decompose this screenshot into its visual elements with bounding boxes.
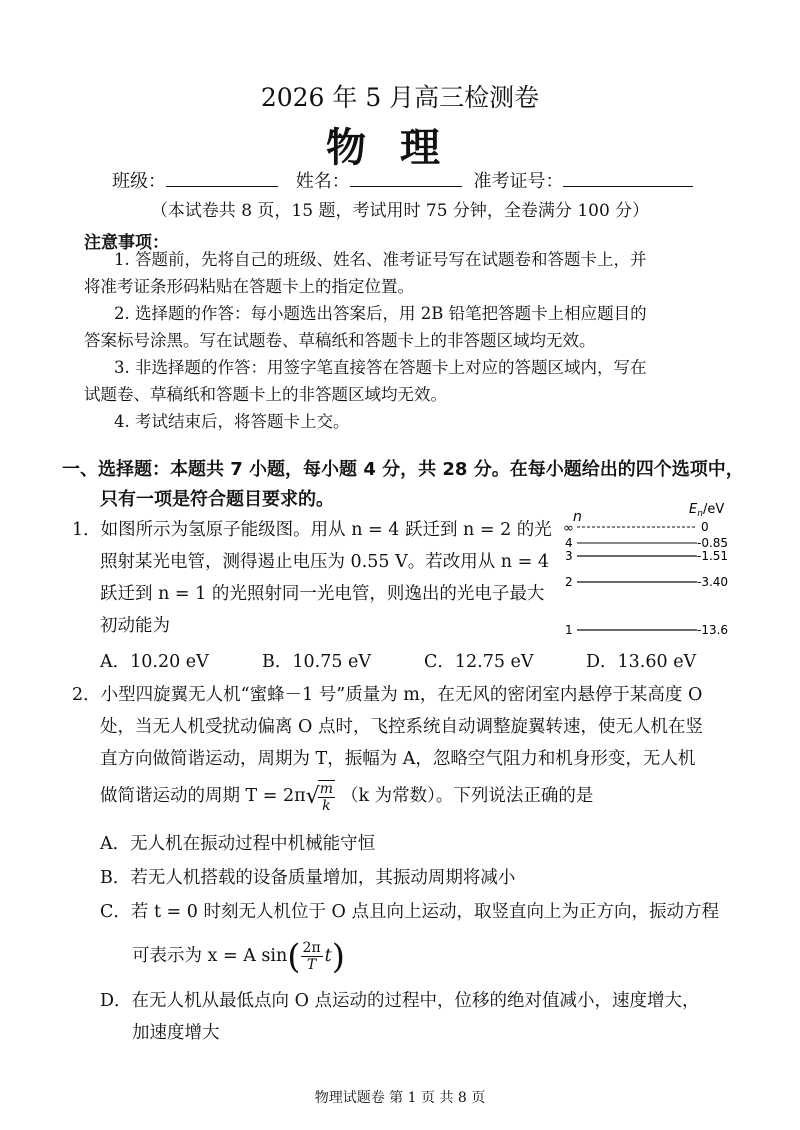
notice-line: 答案标号涂黑。写在试题卷、草稿纸和答题卡上的非答题区域均无效。 (84, 331, 596, 350)
page-footer: 物理试题卷 第 1 页 共 8 页 (314, 1090, 486, 1106)
q2-period-line: 做简谐运动的周期 T = 2π√ $\frac{m}{k}$ （k 为常数）。下列说法正确的是 (100, 776, 593, 816)
q1-line: 1．如图所示为氢原子能级图。用从 n = 4 跃迁到 n = 2 的光 (72, 520, 552, 540)
sqrt-sign: √ (305, 783, 320, 809)
svg-text:-3.40: -3.40 (697, 575, 729, 589)
q1-line: 初动能为 (100, 616, 170, 636)
name-label: 姓名： (295, 171, 350, 192)
svg-text:2: 2 (565, 575, 573, 589)
exam-title: 2026 年 5 月高三检测卷 (260, 83, 540, 112)
notice-line: 将准考证条形码粘贴在答题卡上的指定位置。 (84, 277, 414, 296)
svg-text:1: 1 (565, 623, 573, 637)
exam-id-label: 准考证号： (473, 171, 564, 192)
name-blank (350, 168, 462, 187)
svg-text:-13.6: -13.6 (697, 623, 729, 637)
notice-line: 4. 考试结束后，将答题卡上交。 (114, 412, 350, 431)
svg-text:0: 0 (701, 520, 709, 534)
q2-option-c: C．若 t = 0 时刻无人机位于 O 点且向上运动，取竖直向上为正方向，振动方程 (100, 902, 719, 922)
section-heading: 一、选择题：本题共 7 小题，每小题 4 分，共 28 分。在每小题给出的四个选项中， (62, 459, 744, 480)
svg-text:-0.85: -0.85 (697, 536, 729, 550)
class-blank (166, 168, 278, 187)
q1-line: 跃迁到 n = 1 的光照射同一光电管，则逸出的光电子最大 (100, 584, 545, 604)
level-3 (565, 549, 728, 563)
q2-line: 处，当无人机受扰动偏离 O 点时，飞控系统自动调整旋翼转速，使无人机在竖 (100, 717, 703, 737)
q1-option-d: D．13.60 eV (586, 652, 697, 672)
n-axis-label: n (573, 509, 582, 525)
energy-axis-label: $E_n/eV$ (689, 502, 725, 519)
notice-line: 2. 选择题的作答：每小题选出答案后，用 2B 铅笔把答题卡上相应题目的 (114, 304, 647, 323)
notice-line: 试题卷、草稿纸和答题卡上的非答题区域均无效。 (84, 385, 447, 404)
student-info-row (112, 167, 693, 193)
q2-line: 直方向做简谐运动，周期为 T，振幅为 A，忽略空气阻力和机身形变，无人机 (100, 749, 696, 769)
notice-line: 1. 答题前，先将自己的班级、姓名、准考证号写在试题卷和答题卡上，并 (114, 250, 647, 269)
class-label: 班级： (112, 171, 166, 192)
svg-text:3: 3 (565, 549, 573, 563)
q2-option-d-cont: 加速度增大 (132, 1023, 220, 1043)
paren-left: ( (287, 936, 301, 977)
q2-option-a: A．无人机在振动过程中机械能守恒 (100, 834, 376, 854)
level-1 (565, 623, 728, 637)
q1-line: 照射某光电管，测得遏止电压为 0.55 V。若改用从 n = 4 (100, 552, 549, 572)
q2-line: 2．小型四旋翼无人机“蜜蜂－1 号”质量为 m，在无风的密闭室内悬停于某高度 O (72, 685, 703, 705)
period-fraction: $\frac{m}{k}$ (319, 780, 333, 814)
subject-title: 物理 (326, 124, 474, 171)
q1-option-b: B．10.75 eV (262, 652, 372, 672)
q2-option-b: B．若无人机搭载的设备质量增加，其振动周期将减小 (100, 868, 516, 888)
paren-right: ) (331, 936, 345, 977)
notice-line: 3. 非选择题的作答：用签字笔直接答在答题卡上对应的答题区域内，写在 (114, 358, 647, 377)
energy-level-diagram (555, 495, 735, 645)
q1-option-c: C．12.75 eV (424, 652, 534, 672)
section-heading-cont: 只有一项是符合题目要求的。 (100, 489, 334, 510)
q1-option-a: A．10.20 eV (100, 652, 209, 672)
notices-title: 注意事项： (84, 233, 169, 253)
svg-text:-1.51: -1.51 (697, 549, 729, 563)
level-2 (565, 575, 728, 589)
q2-option-c-equation: 可表示为 x = A sin( $\frac{2\pi}{T}$ t) (132, 936, 345, 977)
q2-option-d: D．在无人机从最低点向 O 点运动的过程中，位移的绝对值减小，速度增大， (100, 991, 700, 1011)
level-inf (563, 520, 709, 536)
svg-text:4: 4 (565, 536, 573, 550)
omega-fraction: $\frac{2\pi}{T}$ (302, 940, 321, 973)
exam-id-blank (563, 168, 693, 187)
level-4 (565, 536, 728, 550)
exam-note: （本试卷共 8 页，15 题，考试用时 75 分钟，全卷满分 100 分） (150, 201, 650, 221)
svg-text:∞: ∞ (563, 521, 574, 536)
